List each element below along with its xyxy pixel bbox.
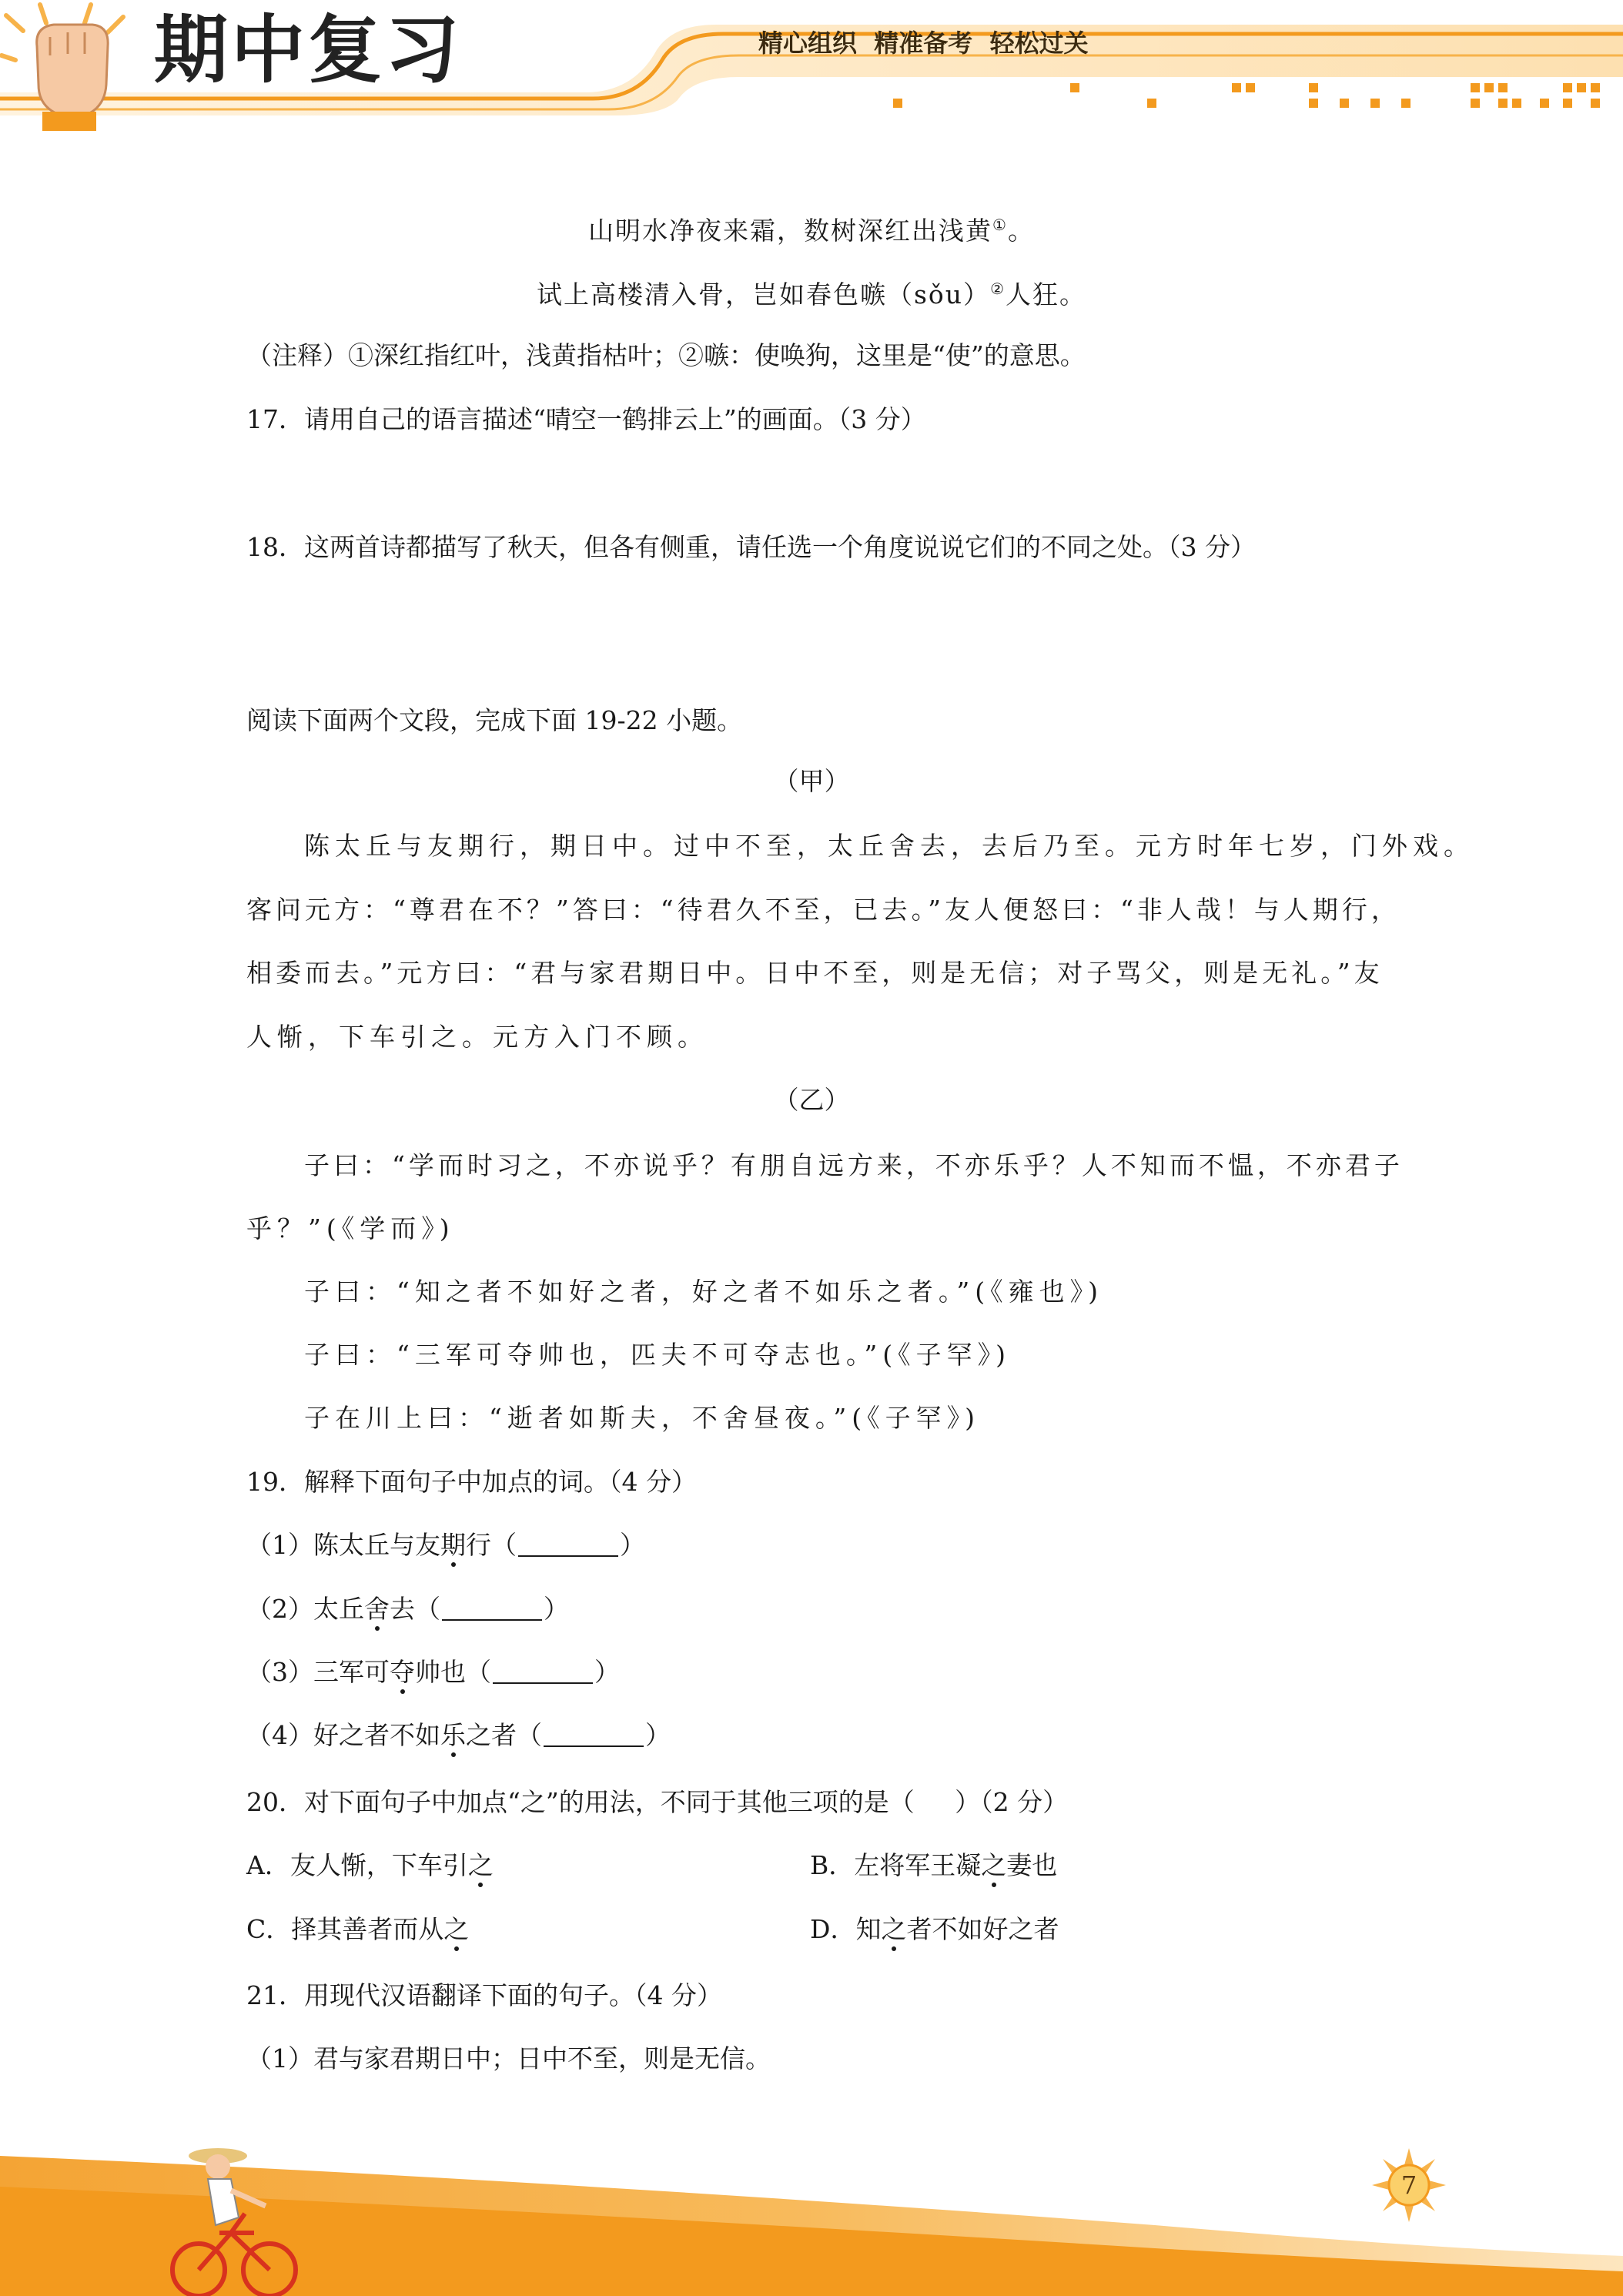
option-a: A．友人惭，下车引之 (246, 1850, 494, 1880)
option-c: C．择其善者而从之 (246, 1914, 470, 1944)
question-19: 19．解释下面句子中加点的词。（4 分） (246, 1467, 697, 1497)
answer-blank[interactable] (518, 1532, 618, 1557)
section-a-line-2: 客问元方：“尊君在不？”答曰：“待君久不至，已去。”友人便怒曰：“非人哉！与人期行， (246, 895, 1400, 925)
poem-line-1: 山明水净夜来霜，数树深红出浅黄①。 (588, 216, 1035, 246)
page-number: 7 (1400, 2170, 1417, 2200)
question-21-item-1: （1）君与家君期日中；日中不至，则是无信。 (246, 2043, 771, 2073)
answer-blank[interactable] (493, 1659, 593, 1684)
header-slogan: 精心组织 精准备考 轻松过关 (758, 28, 1089, 58)
section-b-line-5: 子在川上曰：“逝者如斯夫，不舍昼夜。”(《子罕》) (304, 1403, 980, 1433)
header-title: 期中复习 (154, 7, 462, 93)
answer-blank[interactable] (544, 1722, 644, 1747)
poem-line-2: 试上高楼清入骨，岂如春色嗾（sǒu）②人狂。 (537, 279, 1086, 310)
reading-intro: 阅读下面两个文段，完成下面 19-22 小题。 (246, 705, 743, 735)
option-d: D．知之者不如好之者 (810, 1914, 1059, 1944)
section-b-line-3: 子曰：“知之者不如好之者，好之者不如乐之者。”(《雍也》) (304, 1277, 1103, 1307)
answer-blank[interactable] (442, 1596, 542, 1621)
question-17: 17．请用自己的语言描述“晴空一鹤排云上”的画面。（3 分） (246, 404, 926, 434)
question-20: 20．对下面句子中加点“之”的用法，不同于其他三项的是（ ）（2 分） (246, 1787, 1069, 1817)
section-a-title: （甲） (773, 766, 850, 796)
question-18: 18．这两首诗都描写了秋天，但各有侧重，请任选一个角度说说它们的不同之处。（3 分） (246, 532, 1256, 562)
question-19-item-4: （4）好之者不如乐之者（ ） (246, 1720, 671, 1750)
poem-note: （注释）①深红指红叶，浅黄指枯叶；②嗾：使唤狗，这里是“使”的意思。 (246, 340, 1086, 370)
section-b-line-4: 子曰：“三军可夺帅也，匹夫不可夺志也。”(《子罕》) (304, 1340, 1011, 1370)
section-b-title: （乙） (773, 1085, 850, 1115)
section-b-line-1: 子曰：“学而时习之，不亦说乎？有朋自远方来，不亦乐乎？人不知而不愠，不亦君子 (304, 1150, 1404, 1180)
section-b-line-2: 乎？”(《学而》) (246, 1213, 455, 1243)
question-19-item-2: （2）太丘舍去（ ） (246, 1594, 569, 1624)
question-19-item-3: （3）三军可夺帅也（ ） (246, 1657, 620, 1687)
section-a-line-1: 陈太丘与友期行，期日中。过中不至，太丘舍去，去后乃至。元方时年七岁，门外戏。 (304, 831, 1474, 861)
option-b: B．左将军王凝之妻也 (810, 1850, 1058, 1880)
question-19-item-1: （1）陈太丘与友期行（ ） (246, 1530, 645, 1560)
question-21: 21．用现代汉语翻译下面的句子。（4 分） (246, 1980, 722, 2010)
section-a-line-4: 人惭，下车引之。元方入门不顾。 (246, 1022, 708, 1052)
section-a-line-3: 相委而去。”元方曰：“君与家君期日中。日中不至，则是无信；对子骂父，则是无礼。”友 (246, 958, 1384, 988)
